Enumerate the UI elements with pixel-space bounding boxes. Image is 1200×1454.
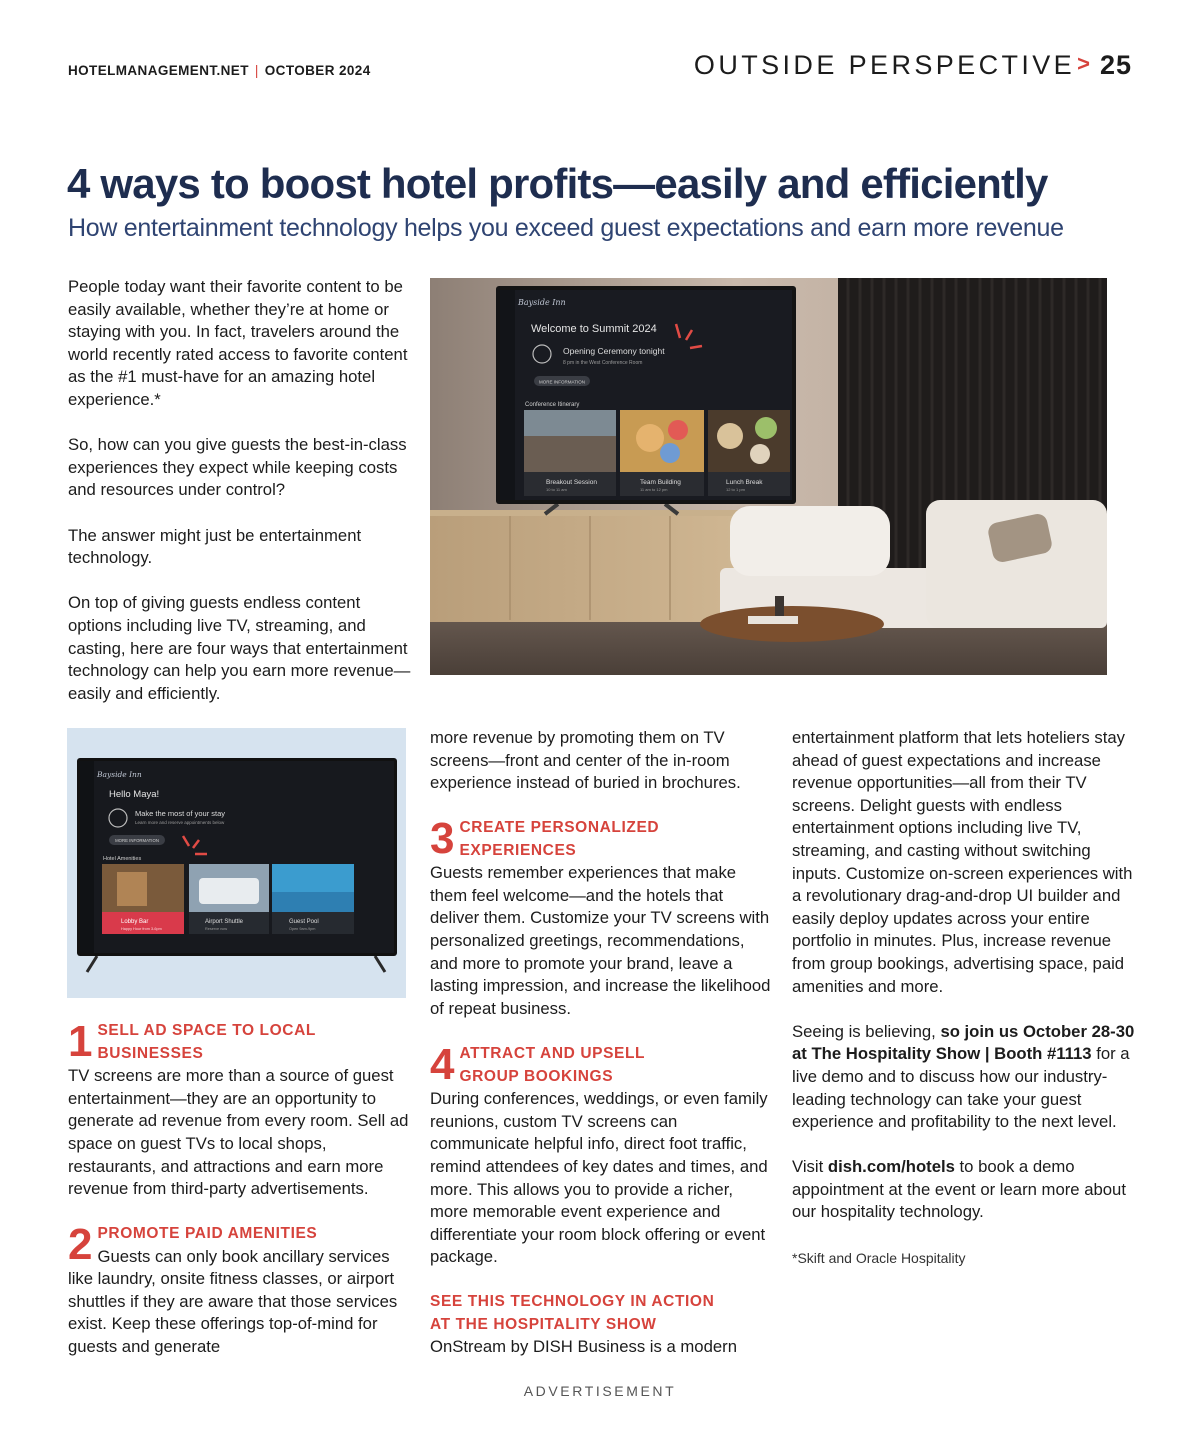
intro-paragraph: So, how can you give guests the best-in-class experiences they expect while keeping costs and resources under control? — [68, 435, 407, 500]
section-heading — [430, 1040, 775, 1089]
cta-rest: for a live demo and to discuss how our industry-leading technology can take your guest experience and profitability to the next level. — [792, 1044, 1130, 1132]
tv-card-time: Reserve now — [205, 927, 228, 931]
tv-card-title: Guest Pool — [289, 919, 319, 925]
section-title: PROMOTE PAID AMENITIES — [97, 1225, 318, 1242]
hotel-amenities-tv-photo — [67, 728, 406, 998]
section-heading — [68, 1220, 413, 1269]
article-subtitle: How entertainment technology helps you exceed guest expectations and earn more revenue — [68, 214, 1064, 242]
section-2 — [68, 1220, 413, 1359]
footnote: *Skift and Oracle Hospitality — [792, 1249, 966, 1266]
intro-paragraph: On top of giving guests endless content options including live TV, streaming, and casting, here are four ways that entertainment technology can help you earn more revenue—easily and efficiently. — [68, 593, 411, 703]
tv-more-info-button: MORE INFORMATION — [115, 838, 159, 843]
action-section-continued — [792, 727, 1137, 1269]
section-number: 2 — [68, 1220, 93, 1269]
issue-date: OCTOBER 2024 — [264, 63, 371, 78]
tv-card-title: Lobby Bar — [121, 919, 149, 925]
section-text: Guests remember experiences that make them feel welcome—and the hotels that deliver them. Customize your TV screens with personalized greetings, recommendations, and more to promote your brand, leave a lasting impression, and increase the likelihood of repeat business. — [430, 863, 771, 1018]
section-text: TV screens are more than a source of guest entertainment—they are an opportunity to generate ad revenue from every room. Sell ad space on guest TVs to local shops, restaurants, and attractions and earn more revenue from third-party advertisements. — [68, 1066, 409, 1199]
tv-greeting: Hello Maya! — [109, 789, 160, 800]
section-text: During conferences, weddings, or even family reunions, custom TV screens can communicate helpful info, direct foot traffic, remind attendees of key dates and times, and more. This allows you to provide a richer, more memorable event experience and differentiate your room block offering or event package. — [430, 1089, 768, 1267]
tv-brand: Bayside Inn — [518, 298, 566, 307]
action-heading: AT THE HOSPITALITY SHOW — [430, 1315, 657, 1333]
site-name: HOTELMANAGEMENT.NET — [68, 63, 249, 78]
tv-card-title: Breakout Session — [546, 479, 597, 486]
section-heading — [430, 814, 775, 863]
visit-link[interactable]: dish.com/hotels — [827, 1157, 955, 1177]
intro-paragraph: People today want their favorite content to be easily available, whether they’re at home or staying with you. In fact, travelers around the world recently rated access to favorite content as the #1 must-have for an amazing hotel experience.* — [68, 277, 408, 409]
tv-promo-title: Make the most of your stay — [135, 809, 226, 818]
publication-header — [68, 63, 371, 78]
action-text: entertainment platform that lets hoteliers stay ahead of guest expectations and increase revenue opportunities—all from their TV screens. Delight guests with endless entertainment options including live TV, streaming, and casting without switching inputs. Customize on-screen experiences with a revolutionary drag-and-drop UI builder and easily deploy updates across your entire portfolio in minutes. Plus, increase revenue from group bookings, advertising space, paid amenities and more. — [792, 728, 1133, 996]
visit-paragraph — [792, 1156, 1137, 1224]
section-text: like laundry, onsite fitness classes, or airport shuttles if they are aware that those services exist. Keep these offerings top-of-mind for guests and generate — [68, 1269, 398, 1356]
section-text: more revenue by promoting them on TV screens—front and center of the in-room experience instead of buried in brochures. — [430, 728, 741, 793]
page-number: 25 — [1099, 50, 1132, 80]
section-3 — [430, 814, 775, 1020]
section-4 — [430, 1040, 775, 1269]
tv-card-title: Lunch Break — [726, 479, 763, 486]
section-title: ATTRACT AND UPSELL GROUP BOOKINGS — [459, 1045, 645, 1085]
tv-card-title: Team Building — [640, 479, 681, 486]
tv-event-title: Opening Ceremony tonight — [563, 346, 665, 356]
advertisement-label: ADVERTISEMENT — [523, 1383, 677, 1399]
tv-card-time: 12 to 1 pm — [726, 487, 745, 492]
section-title: CREATE PERSONALIZED EXPERIENCES — [459, 819, 660, 859]
tv-card-time: 11 am to 12 pm — [640, 487, 668, 492]
section-name: OUTSIDE PERSPECTIVE — [693, 50, 1076, 80]
section-1 — [68, 1017, 413, 1201]
tv-welcome: Welcome to Summit 2024 — [531, 323, 657, 335]
intro-paragraph: The answer might just be entertainment technology. — [68, 525, 362, 568]
tv-card-title: Airport Shuttle — [205, 919, 244, 925]
action-heading: SEE THIS TECHNOLOGY IN ACTION — [430, 1293, 715, 1310]
section-number: 3 — [430, 814, 455, 863]
section-title: SELL AD SPACE TO LOCAL BUSINESSES — [97, 1022, 316, 1062]
section-heading — [68, 1017, 413, 1066]
cta-lead: Seeing is believing, — [792, 1021, 936, 1041]
section-number: 1 — [68, 1017, 93, 1066]
tv-more-info-button: MORE INFORMATION — [539, 379, 585, 385]
visit-lead: Visit — [792, 1157, 824, 1177]
tv-brand: Bayside Inn — [97, 770, 142, 779]
cta-event: so join us October 28-30 at The Hospitality Show | Booth #1113 — [792, 1021, 1135, 1064]
tv-event-sub: 8 pm in the West Conference Room — [563, 360, 643, 366]
action-section — [430, 1291, 775, 1359]
tv-amenities-label: Hotel Amenities — [103, 856, 142, 862]
tv-card-time: Happy Hour from 3-6pm — [121, 927, 162, 931]
section-header — [694, 50, 1132, 81]
tv-promo-sub: Learn more and reserve appointments below — [135, 820, 225, 825]
tv-itinerary-label: Conference Itinerary — [525, 402, 580, 408]
hotel-room-tv-photo — [430, 278, 1107, 675]
intro-text — [68, 276, 418, 728]
cta-paragraph — [792, 1021, 1137, 1134]
chevron-right-icon: > — [1077, 51, 1090, 76]
action-text: OnStream by DISH Business is a modern — [430, 1337, 737, 1357]
section-text-inline: Guests can only book ancillary services — [97, 1246, 390, 1266]
tv-card-time: 10 to 11 am — [546, 487, 567, 492]
section-2-continued — [430, 727, 775, 795]
section-number: 4 — [430, 1040, 455, 1089]
header-separator: | — [254, 63, 259, 78]
article-title: 4 ways to boost hotel profits—easily and efficiently — [67, 160, 1048, 207]
tv-card-time: Open 9am-9pm — [289, 927, 316, 931]
visit-rest: to book a demo appointment at the event or learn more about our hospitality technology. — [792, 1157, 1126, 1222]
